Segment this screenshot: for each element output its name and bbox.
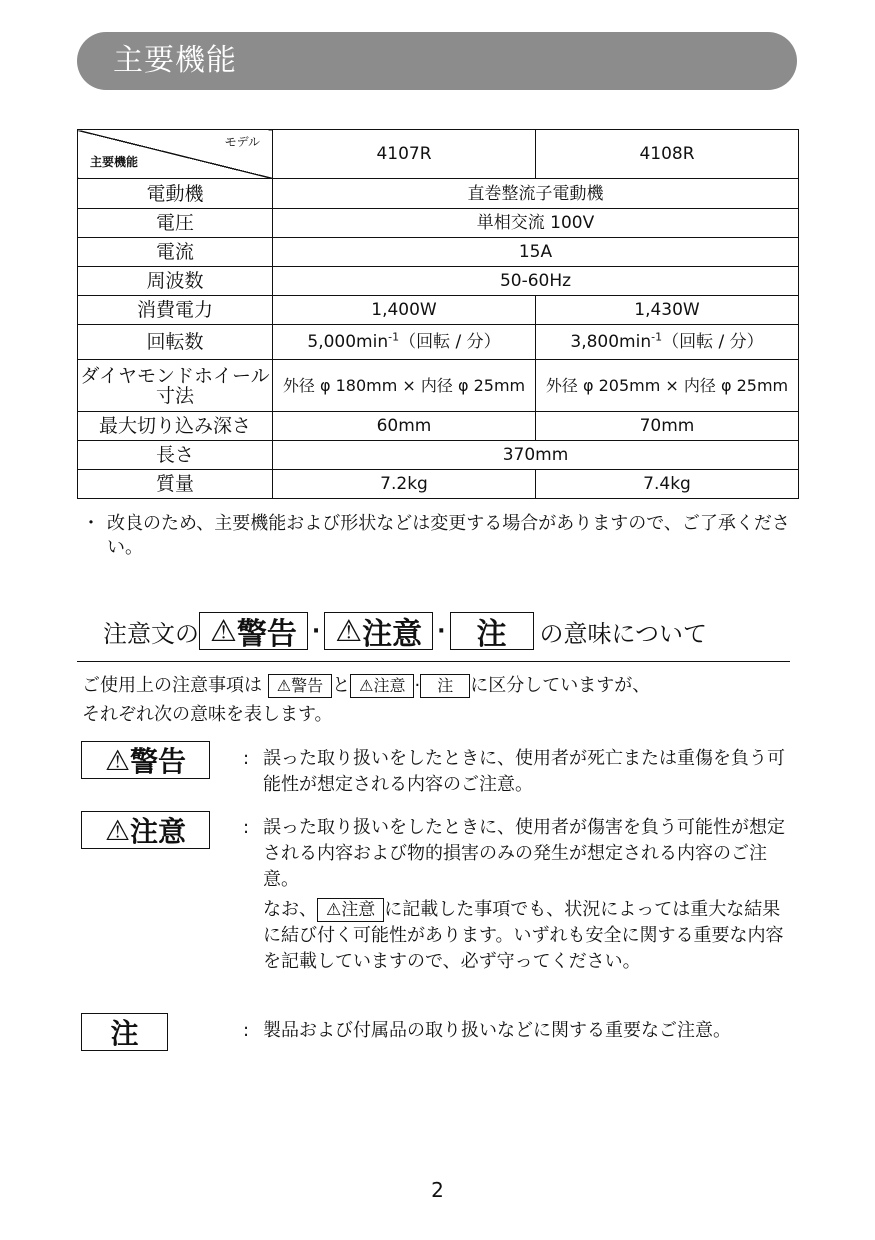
row-label <box>78 360 273 412</box>
intro-suffix: に区分していますが、 <box>470 675 651 696</box>
row-value-4107r: 7.2kg <box>273 470 536 499</box>
row-label: 最大切り込み深さ <box>78 412 273 441</box>
intro-sep: · <box>414 675 421 696</box>
caution-definition-main: 誤った取り扱いをしたときに、使用者が傷害を負う可能性が想定される内容および物的損害のみの発生が想定される内容のご注意。 <box>263 817 785 890</box>
section-header <box>77 32 797 90</box>
corner-model-label: モデル <box>224 135 260 149</box>
page-number: 2 <box>431 1178 444 1202</box>
corner-cell <box>78 130 273 179</box>
row-value: 370mm <box>273 441 799 470</box>
warning-definition-label: 警告 <box>130 745 187 778</box>
inline-note-box <box>420 674 470 698</box>
rpm-value: 3,800min <box>570 332 652 352</box>
note-definition-text: 製品および付属品の取り扱いなどに関する重要なご注意。 <box>263 1020 731 1041</box>
caution-extra-prefix: なお、 <box>263 899 317 920</box>
table-header-row <box>78 130 799 179</box>
title-prefix: 注意文の <box>103 619 199 648</box>
inline-caution-label: 注意 <box>341 900 376 920</box>
caution-definition-box <box>81 811 210 849</box>
warning-definition-box <box>81 741 210 779</box>
table-row <box>78 209 799 238</box>
intro-text <box>82 671 792 729</box>
row-value: 50-60Hz <box>273 267 799 296</box>
warning-label-box <box>199 612 308 650</box>
row-value-4108r: 外径 φ 205mm × 内径 φ 25mm <box>536 360 799 412</box>
caution-label-box <box>324 612 433 650</box>
inline-caution-box <box>317 898 384 922</box>
warning-section-title <box>103 610 707 652</box>
caution-extra-suffix: に記載した事項でも、状況によっては重大な結果に結び付く可能性があります。いずれも安全に関する重要な内容を記載していますので、必ず守ってください。 <box>263 899 784 972</box>
row-label: 質量 <box>78 470 273 499</box>
warning-triangle-icon: ⚠ <box>326 900 342 920</box>
bullet: ・ <box>82 513 100 534</box>
caution-definition-text <box>263 815 788 975</box>
row-label-line: 寸法 <box>155 384 194 407</box>
row-value-4108r <box>536 325 799 360</box>
table-row <box>78 296 799 325</box>
inline-caution-box <box>350 674 414 698</box>
row-value-4107r: 60mm <box>273 412 536 441</box>
table-row <box>78 179 799 209</box>
model-4108r: 4108R <box>536 130 799 179</box>
spec-table <box>77 129 799 499</box>
row-value: 直巻整流子電動機 <box>273 179 799 209</box>
rpm-exponent: -1 <box>651 330 663 344</box>
table-row <box>78 325 799 360</box>
row-label: 消費電力 <box>78 296 273 325</box>
note-text: 改良のため、主要機能および形状などは変更する場合がありますので、ご了承ください。 <box>107 513 790 558</box>
intro-prefix: ご使用上の注意事項は <box>82 675 262 696</box>
row-label: 電流 <box>78 238 273 267</box>
row-label-line: ダイヤモンドホイール <box>80 364 270 387</box>
row-label: 長さ <box>78 441 273 470</box>
caution-label: 注意 <box>362 617 423 652</box>
warning-triangle-icon: ⚠ <box>104 813 131 847</box>
rpm-value: 5,000min <box>307 332 389 352</box>
caution-definition-label: 注意 <box>130 815 187 848</box>
table-row <box>78 470 799 499</box>
section-divider <box>77 661 790 662</box>
row-value-4107r <box>273 325 536 360</box>
row-value-4107r: 1,400W <box>273 296 536 325</box>
row-value-4108r: 7.4kg <box>536 470 799 499</box>
row-value-4108r: 1,430W <box>536 296 799 325</box>
warning-triangle-icon: ⚠ <box>104 743 131 777</box>
rpm-unit: （回転 / 分） <box>399 332 501 352</box>
note-label-box <box>450 612 534 650</box>
title-suffix: の意味について <box>539 619 708 648</box>
row-label: 回転数 <box>78 325 273 360</box>
rpm-exponent: -1 <box>388 330 400 344</box>
separator-dot: · <box>311 618 321 644</box>
colon: : <box>243 1020 250 1041</box>
table-row <box>78 267 799 296</box>
inline-warning-box <box>268 674 332 698</box>
note-definition-box <box>81 1013 168 1051</box>
page-title: 主要機能 <box>113 43 237 78</box>
row-value-4107r: 外径 φ 180mm × 内径 φ 25mm <box>273 360 536 412</box>
row-value: 単相交流 100V <box>273 209 799 238</box>
corner-feature-label: 主要機能 <box>90 155 139 169</box>
inline-caution-label: 注意 <box>373 676 406 695</box>
row-value: 15A <box>273 238 799 267</box>
warning-triangle-icon: ⚠ <box>335 613 363 649</box>
table-row <box>78 441 799 470</box>
colon: : <box>243 748 250 769</box>
table-row <box>78 360 799 412</box>
note-definition-label: 注 <box>110 1017 139 1050</box>
note-label: 注 <box>476 617 507 652</box>
intro-line2: それぞれ次の意味を表します。 <box>82 704 333 725</box>
warning-triangle-icon: ⚠ <box>210 613 237 649</box>
rpm-unit: （回転 / 分） <box>662 332 764 352</box>
row-label: 電動機 <box>78 179 273 209</box>
row-label: 電圧 <box>78 209 273 238</box>
intro-and: と <box>332 675 351 696</box>
caution-definition-extra <box>263 897 788 975</box>
table-row <box>78 412 799 441</box>
row-label: 周波数 <box>78 267 273 296</box>
inline-note-label: 注 <box>437 676 454 695</box>
warning-label: 警告 <box>236 617 297 652</box>
separator-dot: · <box>437 618 446 644</box>
inline-warning-label: 警告 <box>291 676 324 695</box>
warning-triangle-icon: ⚠ <box>276 676 292 695</box>
warning-definition-text: 誤った取り扱いをしたときに、使用者が死亡または重傷を負う可能性が想定される内容のご注意。 <box>263 748 785 795</box>
colon: : <box>243 817 250 838</box>
model-4107r: 4107R <box>273 130 536 179</box>
table-row <box>78 238 799 267</box>
warning-triangle-icon: ⚠ <box>359 676 374 695</box>
row-value-4108r: 70mm <box>536 412 799 441</box>
